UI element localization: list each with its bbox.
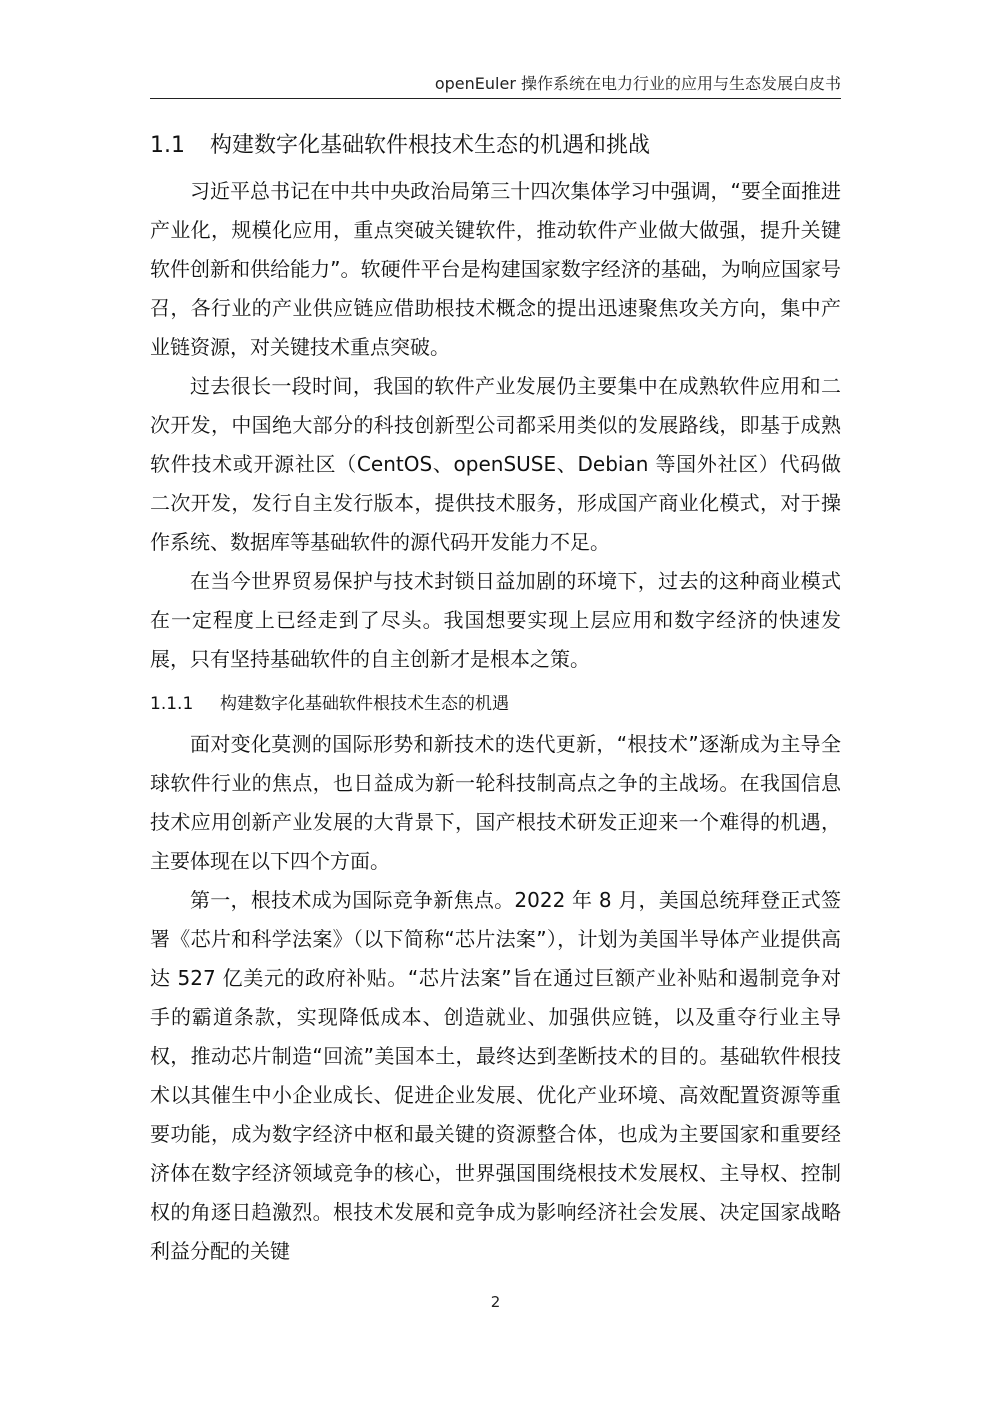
section-number: 1.1 (150, 133, 185, 158)
section-heading (150, 126, 841, 166)
subsection-number: 1.1.1 (150, 694, 194, 714)
section-title: 构建数字化基础软件根技术生态的机遇和挑战 (210, 133, 651, 158)
subsection-paragraph-1: 面对变化莫测的国际形势和新技术的迭代更新，“根技术”逐渐成为主导全球软件行业的焦点，也日益成为新一轮科技制高点之争的主战场。在我国信息技术应用创新产业发展的大背景下，国产根技术研发正迎来一个难得的机遇，主要体现在以下四个方面。 (150, 732, 841, 873)
running-header: openEuler 操作系统在电力行业的应用与生态发展白皮书 (434, 74, 841, 93)
section-paragraph-3: 在当今世界贸易保护与技术封锁日益加剧的环境下，过去的这种商业模式在一定程度上已经走到了尽头。我国想要实现上层应用和数字经济的快速发展，只有坚持基础软件的自主创新才是根本之策。 (150, 569, 841, 671)
section-paragraph-1: 习近平总书记在中共中央政治局第三十四次集体学习中强调，“要全面推进产业化，规模化应用，重点突破关键软件，推动软件产业做大做强，提升关键软件创新和供给能力”。软硬件平台是构建国家数字经济的基础，为响应国家号召，各行业的产业供应链应借助根技术概念的提出迅速聚焦攻关方向，集中产业链资源，对关键技术重点突破。 (150, 179, 841, 359)
page-number: 2 (490, 1293, 501, 1311)
page-body (150, 126, 841, 1271)
subsection-paragraph-2: 第一，根技术成为国际竞争新焦点。2022 年 8 月，美国总统拜登正式签署《芯片和科学法案》（以下简称“芯片法案”），计划为美国半导体产业提供高达 527 亿美元的政府补贴。“芯片法案”旨在通过巨额产业补贴和遏制竞争对手的霸道条款，实现降低成本、创造就业、加强供应链，以及重夺行业主导权，推动芯片制造“回流”美国本土，最终达到垄断技术的目的。基础软件根技术以其催生中小企业成长、促进企业发展、优化产业环境、高效配置资源等重要功能，成为数字经济中枢和最关键的资源整合体，也成为主要国家和重要经济体在数字经济领域竞争的核心，世界强国围绕根技术发展权、主导权、控制权的角逐日趋激烈。根技术发展和竞争成为影响经济社会发展、决定国家战略利益分配的关键 (150, 888, 841, 1263)
subsection-title: 构建数字化基础软件根技术生态的机遇 (220, 694, 509, 714)
section-paragraph-2: 过去很长一段时间，我国的软件产业发展仍主要集中在成熟软件应用和二次开发，中国绝大部分的科技创新型公司都采用类似的发展路线，即基于成熟软件技术或开源社区（CentOS、openSUSE、Debian 等国外社区）代码做二次开发，发行自主发行版本，提供技术服务，形成国产商业化模式，对于操作系统、数据库等基础软件的源代码开发能力不足。 (150, 374, 841, 554)
subsection-heading (150, 687, 841, 721)
header-rule (150, 98, 841, 99)
